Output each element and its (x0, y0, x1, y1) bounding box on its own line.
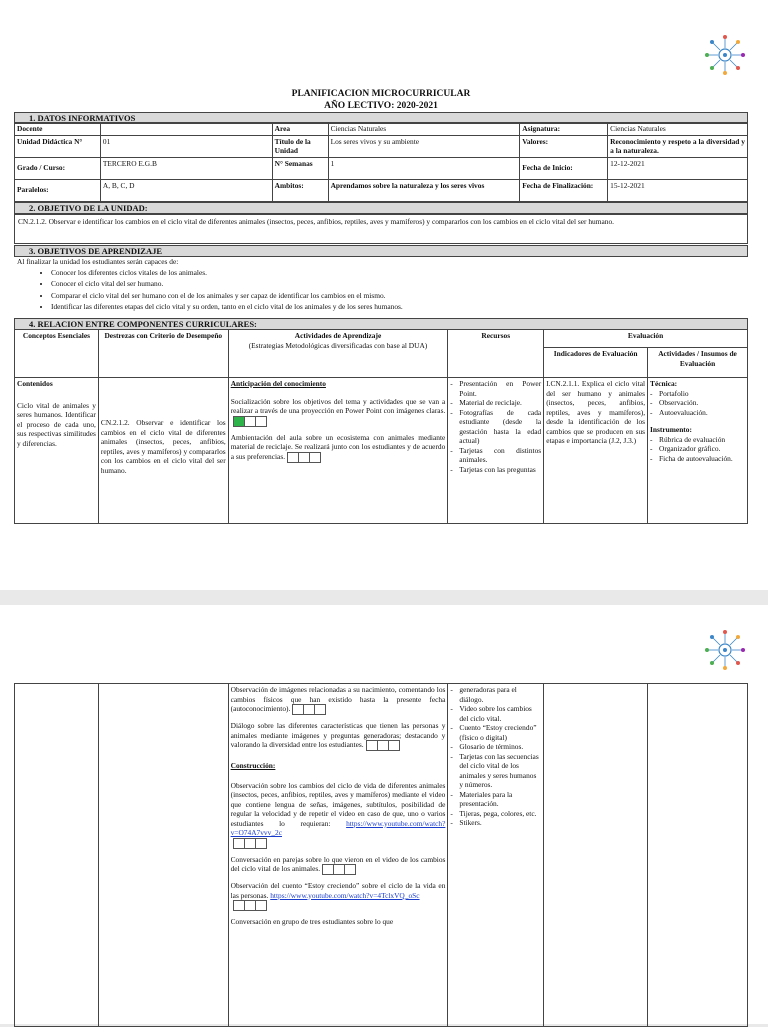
school-year (14, 100, 748, 112)
recurso-item: - Material de reciclaje. (450, 398, 541, 408)
objetivo-item: • Conocer los diferentes ciclos vitales de los animales. (51, 267, 745, 279)
header-destrezas: Destrezas con Criterio de Desempeño (98, 330, 228, 378)
asignatura-label: Asignatura: (520, 123, 608, 136)
header-instrumentos: Actividades / Insumos de Evaluación (648, 348, 748, 378)
recurso-item: - Video sobre los cambios del ciclo vital. (450, 704, 541, 723)
fecha-fin-label: Fecha de Finalización: (520, 179, 608, 201)
document-title (14, 88, 748, 112)
tecnica-item: - Observación. (650, 398, 745, 408)
recurso-item: - Glosario de términos. (450, 742, 541, 752)
checkbox-group[interactable] (366, 740, 400, 751)
objetivo-unidad-text: CN.2.1.2. Observar e identificar los cambios en el ciclo vital de diferentes animales (insectos, peces, anfibios, reptiles, aves y mamíferos) y compararlos con los cambios en el ciclo vital del ser humano. (14, 214, 748, 244)
recurso-item: - Materiales para la presentación. (450, 790, 541, 809)
video-link-2[interactable]: https://www.youtube.com/watch?v=4TclxVQ_oSc (270, 890, 420, 900)
fecha-inicio-value: 12-12-2021 (608, 157, 748, 179)
ambitos-label: Ambitos: (272, 179, 328, 201)
paralelos-label: Paralelos: (15, 179, 101, 201)
page-2 (0, 605, 768, 1024)
destreza-cell: CN.2.1.2. Observar e identificar los cambios en el ciclo vital de diferentes animales (insectos, peces, anfibios, reptiles, aves y mamíferos) y compararlos con los cambios en el ciclo vital del ser humano. (98, 378, 228, 524)
area-value: Ciencias Naturales (328, 123, 520, 136)
tecnica-title: Técnica: (650, 379, 678, 388)
section-relacion-componentes: 4. RELACION ENTRE COMPONENTES CURRICULARES: (14, 318, 748, 330)
contenidos-title: Contenidos (17, 379, 53, 388)
fecha-fin-value: 15-12-2021 (608, 179, 748, 201)
semanas-value: 1 (328, 157, 520, 179)
actividades-cell (228, 684, 448, 1027)
objetivos-aprendizaje (14, 257, 748, 319)
indicador-cell: I.CN.2.1.1. Explica el ciclo vital del ser humano y animales (insectos, peces, anfibios, reptiles, aves y mamíferos), desde la identificación de los cambios que se producen en sus etapas e importancia (J.2, J.3.) (544, 378, 648, 524)
relacion-table (14, 329, 748, 524)
actividad-text: Observación del cuento “Estoy creciendo” sobre el ciclo de la vida en las personas. (230, 881, 446, 900)
recurso-item: - Cuento “Estoy creciendo” (físico o digital) (450, 723, 541, 742)
checkbox-group[interactable] (233, 838, 267, 849)
contenidos-cell (15, 378, 99, 524)
actividades-cell (228, 378, 448, 524)
titulo-label: Título de la Unidad (272, 135, 328, 157)
tecnica-list (650, 389, 745, 418)
checkbox-group[interactable] (233, 900, 267, 911)
semanas-label: N° Semanas (272, 157, 328, 179)
header-recursos: Recursos (448, 330, 544, 378)
relacion-table-continued (14, 683, 748, 1027)
section-objetivos-aprendizaje: 3. OBJETIVOS DE APRENDIZAJE (14, 245, 748, 257)
tecnica-item: - Autoevaluación. (650, 408, 745, 418)
objetivo-item: • Conocer el ciclo vital del ser humano. (51, 278, 745, 290)
unidad-label: Unidad Didáctica N° (15, 135, 101, 157)
school-year-label: AÑO LECTIVO: (324, 101, 395, 111)
recurso-item: - Stikers. (450, 818, 541, 828)
school-logo-icon (704, 34, 746, 76)
construccion-title: Construcción: (230, 761, 276, 770)
instrumento-list (650, 435, 745, 464)
actividad-text: Socialización sobre los objetivos del tema y actividades que se van a realizar a través de una proyección en Power Point con imágenes claras. (230, 396, 446, 415)
video-link-1[interactable]: https://www.youtube.com/watch?v=O74A7vvv_2c (230, 818, 446, 837)
docente-label: Docente (15, 123, 101, 136)
recurso-item: - Tarjetas con las preguntas (450, 465, 541, 475)
recursos-cell (448, 684, 544, 1027)
actividad-text: Observación sobre los cambios del ciclo de vida de diferentes animales (insectos, peces, anfibios, reptiles, aves y mamíferos) mediante el video que contiene lengua de señas, imágenes, subtítulos, posibilidad de regular la velocidad y de repetir el video en caso de que, uno o varios estudiantes lo requieran: (230, 780, 446, 828)
recurso-item: - Presentación en Power Point. (450, 379, 541, 398)
school-year-value: 2020-2021 (396, 101, 438, 111)
school-logo-icon (704, 629, 746, 671)
objetivo-item: • Identificar las diferentes etapas del ciclo vital y su orden, tanto en el ciclo vital de los animales y de los seres humanos. (51, 301, 745, 313)
instrumento-item: - Ficha de autoevaluación. (650, 454, 745, 464)
unidad-value: 01 (100, 135, 272, 157)
asignatura-value: Ciencias Naturales (608, 123, 748, 136)
objetivos-list (17, 267, 745, 313)
titulo-value: Los seres vivos y su ambiente (328, 135, 520, 157)
tecnica-cell (648, 378, 748, 524)
actividad-text: Observación de imágenes relacionadas a su nacimiento, comentando los cambios físicos que han existido hasta la presente fecha (autoconocimiento). (230, 685, 446, 714)
header-actividades (228, 330, 448, 378)
destreza-cell-empty (98, 684, 228, 1027)
header-conceptos: Conceptos Esenciales (15, 330, 99, 378)
grado-label: Grado / Curso: (15, 157, 101, 179)
recurso-item: - generadoras para el diálogo. (450, 685, 541, 704)
section-objetivo-unidad: 2. OBJETIVO DE LA UNIDAD: (14, 202, 748, 214)
contenidos-text: Ciclo vital de animales y seres humanos. Identificar el proceso de cada uno, sus respectivas similitudes y diferencias. (17, 400, 96, 448)
objetivos-intro: Al finalizar la unidad los estudiantes serán capaces de: (17, 257, 179, 266)
ambitos-value: Aprendamos sobre la naturaleza y los seres vivos (328, 179, 520, 201)
checkbox-group[interactable] (292, 704, 326, 715)
header-indicadores: Indicadores de Evaluación (544, 348, 648, 378)
instrumento-item: - Organizador gráfico. (650, 444, 745, 454)
instrumento-item: - Rúbrica de evaluación (650, 435, 745, 445)
anticipacion-title: Anticipación del conocimiento (230, 379, 326, 388)
actividad-text: Conversación en parejas sobre lo que vieron en el video de los cambios del ciclo vital de los animales. (230, 854, 446, 874)
contenidos-cell-empty (15, 684, 99, 1027)
area-label: Area (272, 123, 328, 136)
checkbox-group[interactable] (287, 452, 321, 463)
indicador-cell-empty (544, 684, 648, 1027)
docente-value (100, 123, 272, 136)
fecha-inicio-label: Fecha de Inicio: (520, 157, 608, 179)
checkbox-group[interactable] (322, 864, 356, 875)
valores-label: Valores: (520, 135, 608, 157)
actividad-text: Conversación en grupo de tres estudiantes sobre lo que (230, 917, 394, 926)
header-evaluacion: Evaluación (544, 330, 748, 348)
header-actividades-title: Actividades de Aprendizaje (294, 331, 382, 340)
checkbox-group[interactable] (233, 416, 267, 427)
objetivo-item: • Comparar el ciclo vital del ser humano con el de los animales y ser capaz de identificar los cambios en el mismo. (51, 290, 745, 302)
recurso-item: - Tijeras, pega, colores, etc. (450, 809, 541, 819)
section-datos-informativos: 1. DATOS INFORMATIVOS (14, 112, 748, 124)
recursos-list (450, 685, 541, 828)
paralelos-value: A, B, C, D (100, 179, 272, 201)
valores-value: Reconocimiento y respeto a la diversidad y a la naturaleza. (608, 135, 748, 157)
recurso-item: - Tarjetas con distintos animales. (450, 446, 541, 465)
tecnica-cell-empty (648, 684, 748, 1027)
recurso-item: - Tarjetas con las secuencias del ciclo vital de los animales y seres humanos y números. (450, 752, 541, 790)
header-actividades-sub: (Estrategias Metodológicas diversificadas con base al DUA) (248, 340, 428, 350)
recursos-cell (448, 378, 544, 524)
actividad-text: Diálogo sobre las diferentes características que tienen las personas y animales mediante imágenes y preguntas generadoras; destacando y valorando la diversidad entre los estudiantes. (230, 721, 446, 750)
recurso-item: - Fotografías de cada estudiante (desde la gestación hasta la edad actual) (450, 408, 541, 446)
grado-value: TERCERO E.G.B (100, 157, 272, 179)
tecnica-item: - Portafolio (650, 389, 745, 399)
instrumento-title: Instrumento: (650, 425, 692, 434)
info-table (14, 122, 748, 202)
recursos-list (450, 379, 541, 474)
plan-title: PLANIFICACION MICROCURRICULAR (291, 89, 471, 99)
actividad-text: Ambientación del aula sobre un ecosistema con animales mediante material de reciclaje. Se realizará junto con los estudiantes y de acuerdo a sus preferencias. (230, 432, 446, 461)
